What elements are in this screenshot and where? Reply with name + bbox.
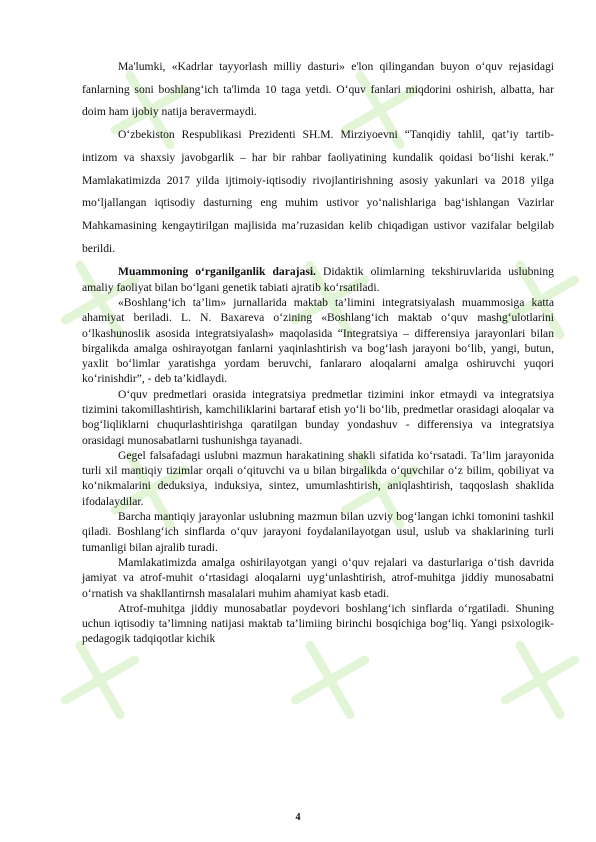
paragraph-9: Atrof-muhitga jiddiy munosabatlar poydevori boshlang‘ich sinflarda o‘rgatiladi. Shuning uchun iqtisodiy ta’limning natijasi maktab ta’limiing birinchi bosqichiga bog‘liq. Yangi psixologik-pedagogik tadqiqotlar kichik (82, 601, 554, 646)
section-wide-spacing (82, 56, 554, 260)
section-heading: Muammoning o‘rganilganlik darajasi. (118, 265, 316, 279)
paragraph-3 (82, 264, 554, 295)
paragraph-6: Gegel falsafadagi uslubni mazmun harakatining shakli sifatida ko‘rsatadi. Ta’lim jarayonida turli xil mantiqiy tizimlar orqali o‘qituvchi va u bilan birgalikda o‘quvchilar o‘z bilim, qobiliyat va ko‘nikmalarini deduksiya, induksiya, sintez, umumlashtirish, aniqlashtirish, taqqoslash shaklida ifodalaydilar. (82, 448, 554, 508)
paragraph-1: Ma'lumki, «Kadrlar tayyorlash milliy dasturi» e'lon qilingandan buyon o‘quv rejasidagi fanlarning soni boshlang‘ich ta'limda 10 taga yetdi. O‘quv fanlari miqdorini oshirish, albatta, har doim ham ijobiy natija beravermaydi. (82, 60, 554, 119)
paragraph-8: Mamlakatimizda amalga oshirilayotgan yangi o‘quv rejalari va dasturlariga o‘tish davrida jamiyat va atrof-muhit o‘rtasidagi aloqalarni uyg‘unlashtirish, atrof-muhitga jiddiy munosabatni o‘rnatish va shakllantirnsh masalalari muhim ahamiyat kasb etadi. (82, 555, 554, 600)
page-number: 4 (295, 812, 301, 823)
paragraph-2: O‘zbekiston Respublikasi Prezidenti SH.M. Mirziyoevni “Tanqidiy tahlil, qat’iy tartib-intizom va shaxsiy javobgarlik – har bir rahbar faoliyatining kundalik qoidasi bo‘lishi kerak.” Mamlakatimizda 2017 yilda ijtimoiy-iqtisodiy rivojlantirishning asosiy yakunlari va 2018 yilga mo‘ljallangan iqtisodiy dasturning eng muhim ustivor yo‘nalishlariga bag‘ishlangan Vazirlar Mahkamasining kengaytirilgan majlisida ma’ruzasidan kelib chiqadigan ustivor vazifalar belgilab berildi. (82, 128, 554, 255)
paragraph-5: O‘quv predmetlari orasida integratsiya predmetlar tizimini inkor etmaydi va integratsiya tizimini takomillashtirish, kamchiliklarini bartaraf etish yo‘li bo‘lib, predmetlar orasidagi aloqalar va bog‘liqliklarni chuqurlashtirishga qaratilgan bunday yondashuv - differensiya va integratsiya orasidagi munosabatlarni tushunishga tayanadi. (82, 387, 554, 447)
document-page (82, 56, 554, 647)
paragraph-3-body: Didaktik olimlarning tekshiruvlarida uslubning amaliy faoliyat bilan bo‘lgani genetik tabiati ajratib ko‘rsatiladi. (82, 265, 554, 294)
section-narrow-spacing (82, 264, 554, 646)
paragraph-4: «Boshlang‘ich ta’lim» jurnallarida maktab ta’limini integratsiyalash muammosiga katta ahamiyat beriladi. L. N. Baxareva o‘zining «Boshlang‘ich maktab o‘quv mashg‘ulotlarini o‘lkashunoslik asosida integratsiyalash» maqolasida “Integratsiya – differensiya jarayonlari bilan birgalikda amalga oshirayotgan fanlarni yaqinlashtirish va bog‘lash jarayoni bo‘lib, yangi, butun, yaxlit bo‘limlar yaratishga yordam beruvchi, fanlararo aloqalarni amalga oshiruvchi yuqori ko‘rinishdir”, - deb ta’kidlaydi. (82, 295, 554, 386)
paragraph-7: Barcha mantiqiy jarayonlar uslubning mazmun bilan uzviy bog‘langan ichki tomonini tashkil qiladi. Boshlang‘ich sinflarda o‘quv jarayoni foydalanilayotgan usul, uslub va shaklarining turli tumanligi bilan ajralib turadi. (82, 510, 554, 554)
